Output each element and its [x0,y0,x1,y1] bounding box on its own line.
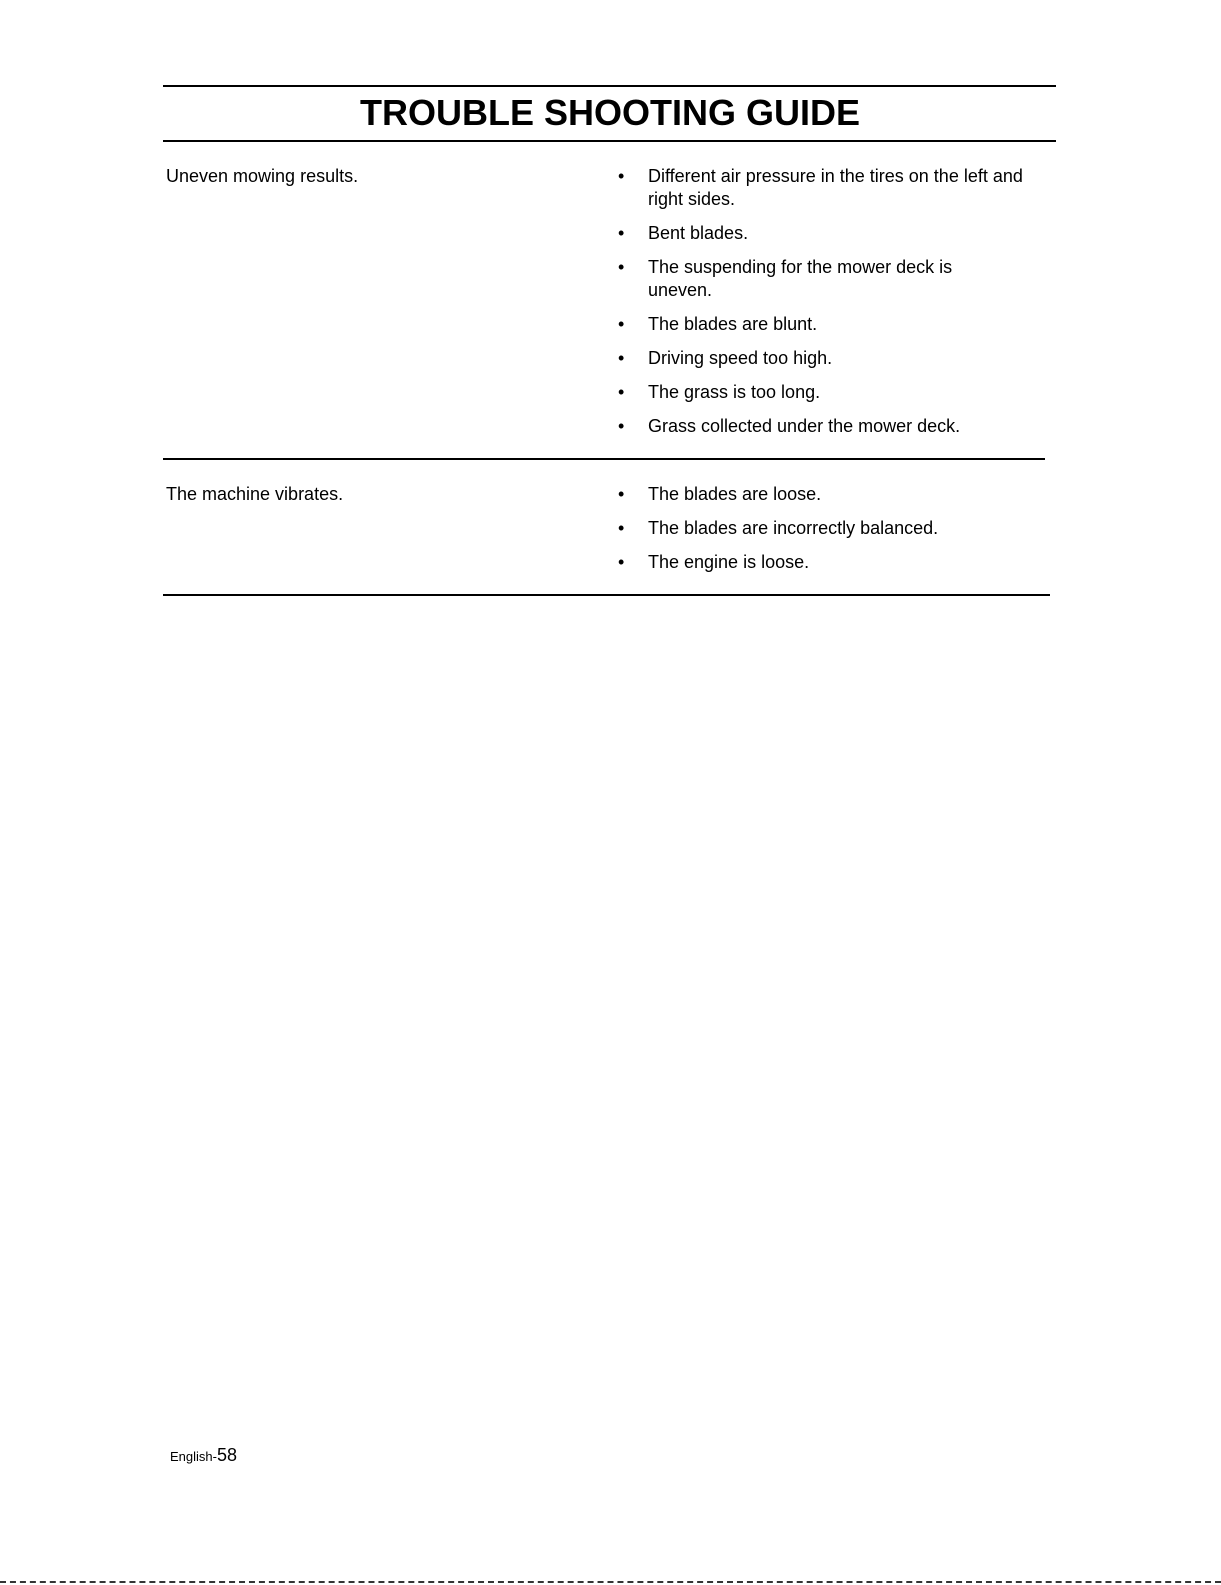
bullet-icon: • [618,518,625,538]
bullet-icon: • [618,416,625,436]
bullet-icon: • [618,382,625,402]
cause-text: The engine is loose. [648,552,810,572]
causes-list-uneven-mowing [618,165,1058,449]
bullet-icon: • [618,484,625,504]
cause-item [618,517,1058,540]
bullet-icon: • [618,223,625,243]
cause-text: The blades are incorrectly balanced. [648,518,939,538]
cause-item [618,381,1058,404]
section-divider [163,458,1045,460]
cause-text: Bent blades. [648,223,749,243]
cause-item [618,256,988,302]
causes-list-machine-vibrates [618,483,1058,585]
cause-text: The suspending for the mower deck is uneven. [648,257,953,300]
page-footer [170,1443,237,1469]
problem-uneven-mowing: Uneven mowing results. [166,166,359,186]
cause-item [618,222,1058,245]
section-divider [163,594,1050,596]
page-bottom-edge [0,1581,1221,1583]
cause-item [618,483,1058,506]
cause-text: The blades are blunt. [648,314,818,334]
bullet-icon: • [618,166,625,186]
cause-item [618,551,1058,574]
cause-item [618,165,1048,211]
title-top-rule [163,85,1056,87]
cause-text: Driving speed too high. [648,348,833,368]
problem-machine-vibrates: The machine vibrates. [166,484,344,504]
cause-text: Different air pressure in the tires on the left and right sides. [648,166,1023,209]
bullet-icon: • [618,348,625,368]
page-title: TROUBLE SHOOTING GUIDE [359,92,860,133]
cause-item [618,347,1058,370]
bullet-icon: • [618,314,625,334]
footer-language: English- [170,1449,217,1464]
title-bottom-rule [163,140,1056,142]
bullet-icon: • [618,257,625,277]
cause-text: The grass is too long. [648,382,821,402]
bullet-icon: • [618,552,625,572]
page-number: 58 [216,1445,237,1465]
cause-item [618,313,1058,336]
cause-text: Grass collected under the mower deck. [648,416,961,436]
cause-item [618,415,1058,438]
cause-text: The blades are loose. [648,484,822,504]
